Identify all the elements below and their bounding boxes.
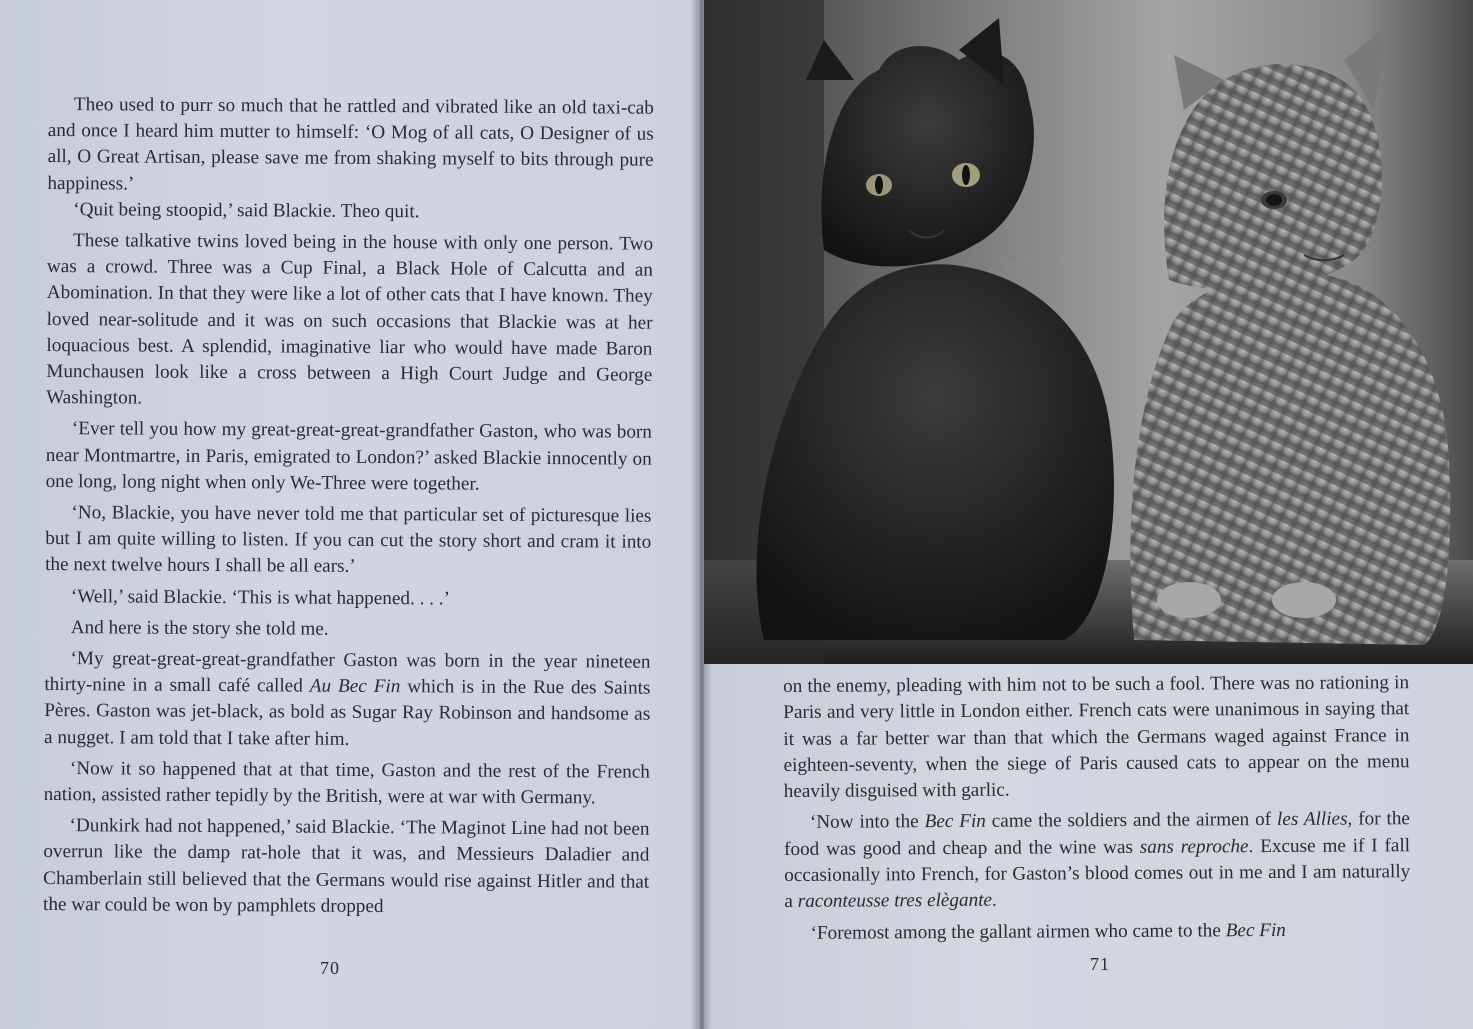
paragraph: ‘Well,’ said Blackie. ‘This is what happened. . . .’ xyxy=(70,585,451,610)
text-run: came the soldiers and the airmen of xyxy=(991,809,1272,833)
paragraph xyxy=(44,646,651,755)
left-page xyxy=(0,0,701,1029)
italic-text: les Allies xyxy=(1276,809,1348,831)
text-run: . Excuse me if I fall occasionally into French, for Gaston’s blood comes out in me and I am naturally a xyxy=(784,834,1411,913)
paragraph: Theo used to purr so much that he rattled and vibrated like an old taxi-cab and once I heard him mutter to himself: ‘O Mog of all cats, O Designer of us all, O Great Artisan, please save me from shaking myself to bits through pure happiness.’ xyxy=(47,94,654,195)
italic-text: raconteusse tres elègante xyxy=(797,890,993,913)
text-run: , for the food was good and cheap and the wine was xyxy=(784,808,1410,860)
text-run: ‘Now into the xyxy=(809,811,919,834)
kittens-photo xyxy=(704,0,1473,664)
paragraph: ‘Ever tell you how my great-great-great-grandfather Gaston, who was born near Montmartre, in Paris, emigrated to London?’ asked Blackie innocently on one long, long night when only We-Three were together. xyxy=(45,418,652,495)
text-run: . xyxy=(991,890,997,912)
paragraph: ‘Dunkirk had not happened,’ said Blackie. ‘The Maginot Line had not been overrun like the damp rat-hole that it was, and Messieurs Daladier and Chamberlain still believed that the Germans would rise against Hitler and that the war could be won by pamphlets dropped xyxy=(42,815,650,917)
kittens-illustration xyxy=(704,0,1473,664)
paragraph: ‘Quit being stoopid,’ said Blackie. Theo quit. xyxy=(73,198,420,223)
text-run: ‘My great-great-great-grandfather Gaston was born in the year nineteen thirty-nine in a small café called xyxy=(44,648,651,697)
paragraph: on the enemy, pleading with him not to be such a fool. There was no rationing in Paris and very little in London either. French cats were unanimous in saying that it was a far better war than that which the Germans waged against France in eighteen-seventy, when the siege of Paris caused cats to appear on the menu heavily disguised with garlic. xyxy=(783,672,1410,803)
left-page-text xyxy=(43,92,654,922)
paragraph: ‘Now it so happened that at that time, Gaston and the rest of the French nation, assisted rather tepidly by the British, were at war with Germany. xyxy=(43,758,650,809)
right-page-text xyxy=(783,670,1411,947)
italic-text: Bec Fin xyxy=(924,811,986,833)
paragraph xyxy=(785,917,1411,947)
page-number-left: 70 xyxy=(320,958,340,978)
italic-text: Bec Fin xyxy=(1225,919,1286,941)
text-run: ‘Foremost among the gallant airmen who came to the xyxy=(810,920,1221,944)
paragraph: And here is the story she told me. xyxy=(70,617,329,640)
paragraph xyxy=(784,807,1411,916)
text-run: which is in the Rue des Saints Pères. Gaston was jet-black, as bold as Sugar Ray Robinson and handsome as a nugget. I am told that I take after him. xyxy=(43,676,651,750)
paragraph: These talkative twins loved being in the house with only one person. Two was a crowd. Three was a Cup Final, a Black Hole of Calcutta and an Abomination. In that they were like a lot of other cats that I have known. They loved near-solitude and it was on such occasions that Blackie was at her loquacious best. A splendid, imaginative liar who would have made Baron Munchausen look like a cross between a High Court Judge and George Washington. xyxy=(46,230,654,409)
page-number-right: 71 xyxy=(1090,954,1110,974)
italic-text: sans reproche xyxy=(1139,835,1249,858)
paragraph: ‘No, Blackie, you have never told me that particular set of picturesque lies but I am quite willing to listen. If you can cut the story short and cram it into the next twelve hours I shall be all ears.’ xyxy=(45,502,652,578)
italic-cafe-name: Au Bec Fin xyxy=(309,675,401,698)
